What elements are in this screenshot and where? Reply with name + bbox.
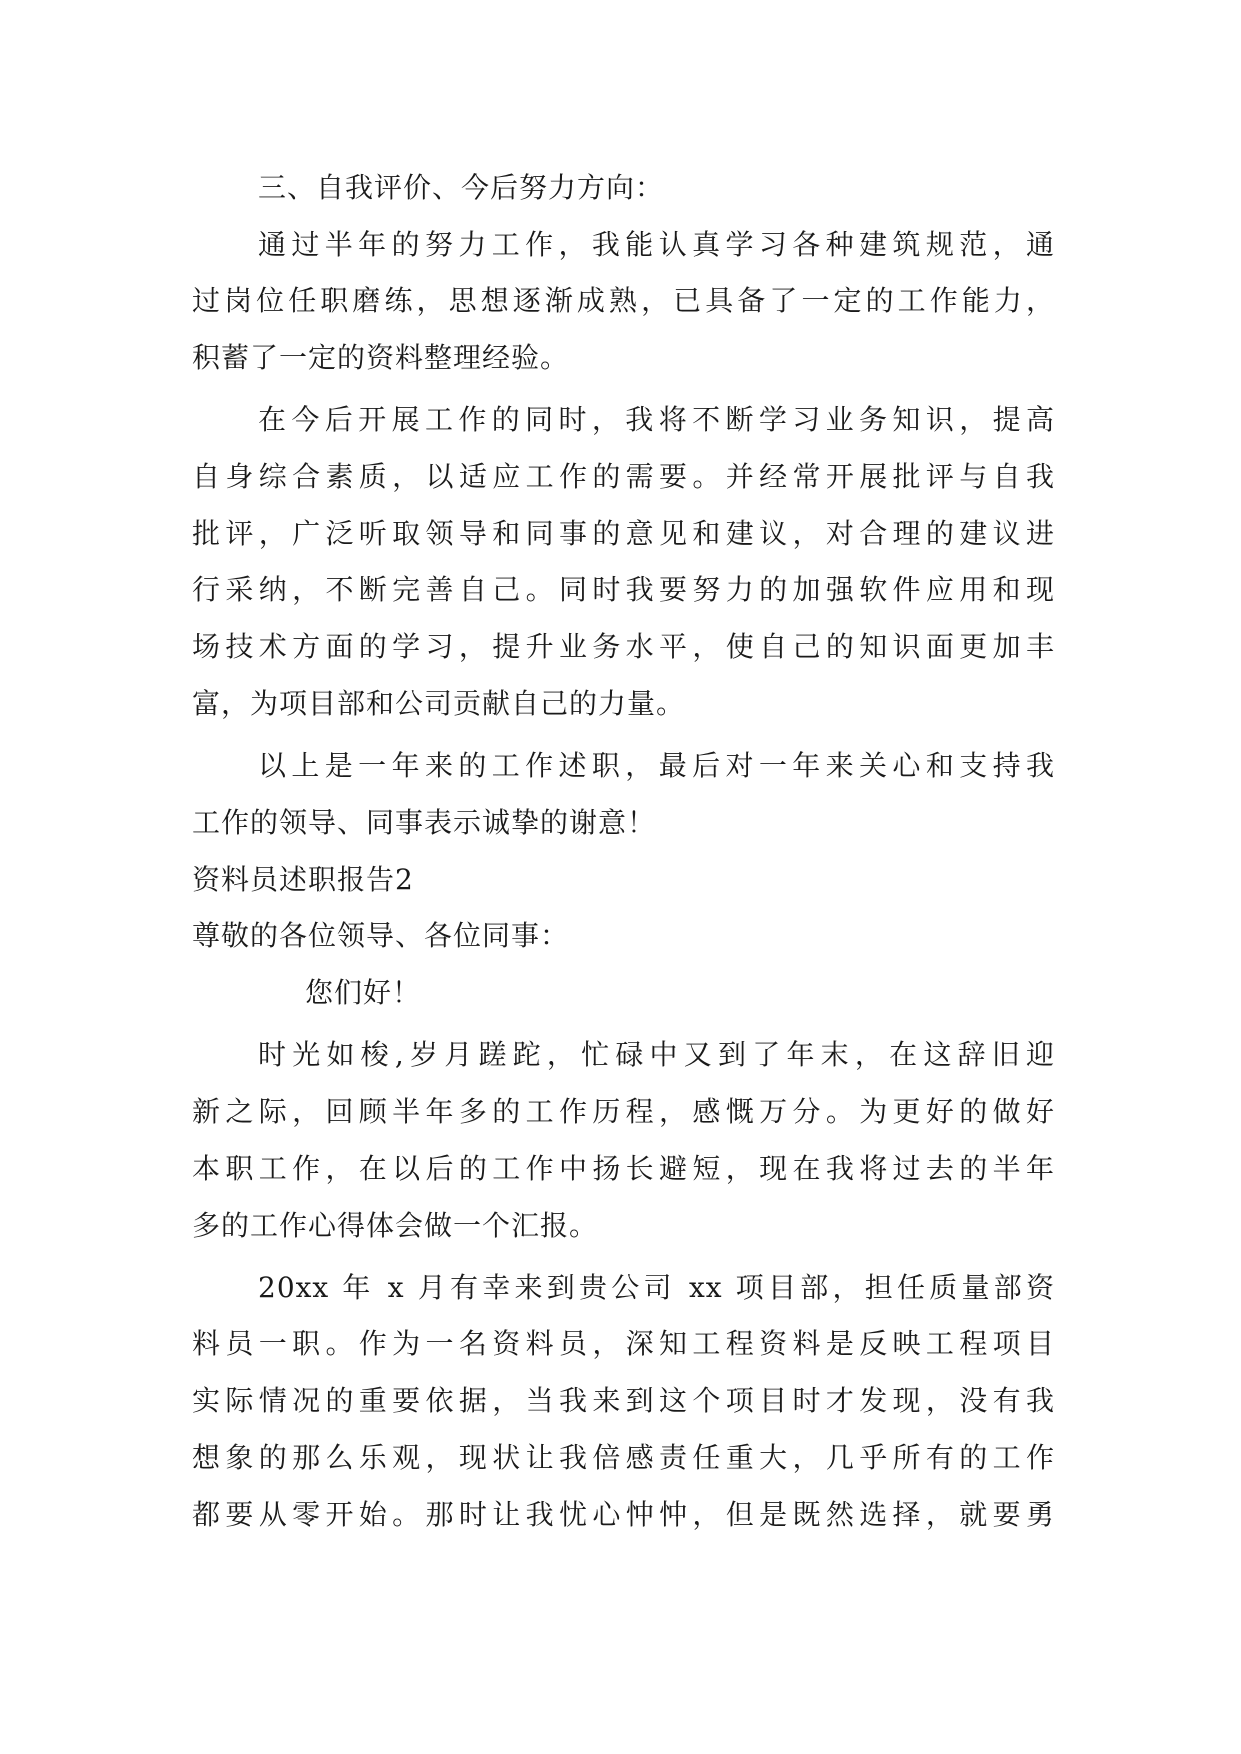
paragraph-line: 批评，广泛听取领导和同事的意见和建议，对合理的建议进	[192, 517, 1055, 550]
paragraph-line: 本职工作，在以后的工作中扬长避短，现在我将过去的半年	[192, 1152, 1055, 1185]
paragraph-line: 20xx 年 x 月有幸来到贵公司 xx 项目部，担任质量部资	[258, 1271, 1055, 1304]
paragraph-line: 料员一职。作为一名资料员，深知工程资料是反映工程项目	[192, 1327, 1055, 1360]
paragraph-line: 行采纳，不断完善自己。同时我要努力的加强软件应用和现	[192, 573, 1055, 606]
paragraph-line: 新之际，回顾半年多的工作历程，感慨万分。为更好的做好	[192, 1095, 1055, 1128]
paragraph-line: 多的工作心得体会做一个汇报。	[192, 1209, 599, 1242]
paragraph-line: 富，为项目部和公司贡献自己的力量。	[192, 687, 686, 720]
section-heading-text: 三、自我评价、今后努力方向：	[258, 171, 665, 204]
paragraph-line: 都要从零开始。那时让我忧心忡忡，但是既然选择，就要勇	[192, 1498, 1055, 1531]
paragraph-line: 积蓄了一定的资料整理经验。	[192, 341, 570, 374]
report-title-text: 资料员述职报告2	[192, 863, 414, 896]
paragraph-line: 实际情况的重要依据，当我来到这个项目时才发现，没有我	[192, 1384, 1055, 1417]
greeting-text: 您们好！	[305, 976, 422, 1009]
paragraph-line: 自身综合素质，以适应工作的需要。并经常开展批评与自我	[192, 460, 1055, 493]
paragraph-line: 过岗位任职磨练，思想逐渐成熟，已具备了一定的工作能力，	[192, 284, 1055, 317]
paragraph-line: 场技术方面的学习，提升业务水平，使自己的知识面更加丰	[192, 630, 1055, 663]
paragraph-line: 在今后开展工作的同时，我将不断学习业务知识，提高	[258, 403, 1055, 436]
paragraph-line: 以上是一年来的工作述职，最后对一年来关心和支持我	[258, 749, 1055, 782]
paragraph-line: 工作的领导、同事表示诚挚的谢意！	[192, 806, 657, 839]
paragraph-line: 想象的那么乐观，现状让我倍感责任重大，几乎所有的工作	[192, 1441, 1055, 1474]
salutation-text: 尊敬的各位领导、各位同事：	[192, 919, 570, 952]
paragraph-line: 通过半年的努力工作，我能认真学习各种建筑规范，通	[258, 228, 1055, 261]
paragraph-line: 时光如梭,岁月蹉跎，忙碌中又到了年末，在这辞旧迎	[258, 1038, 1055, 1071]
